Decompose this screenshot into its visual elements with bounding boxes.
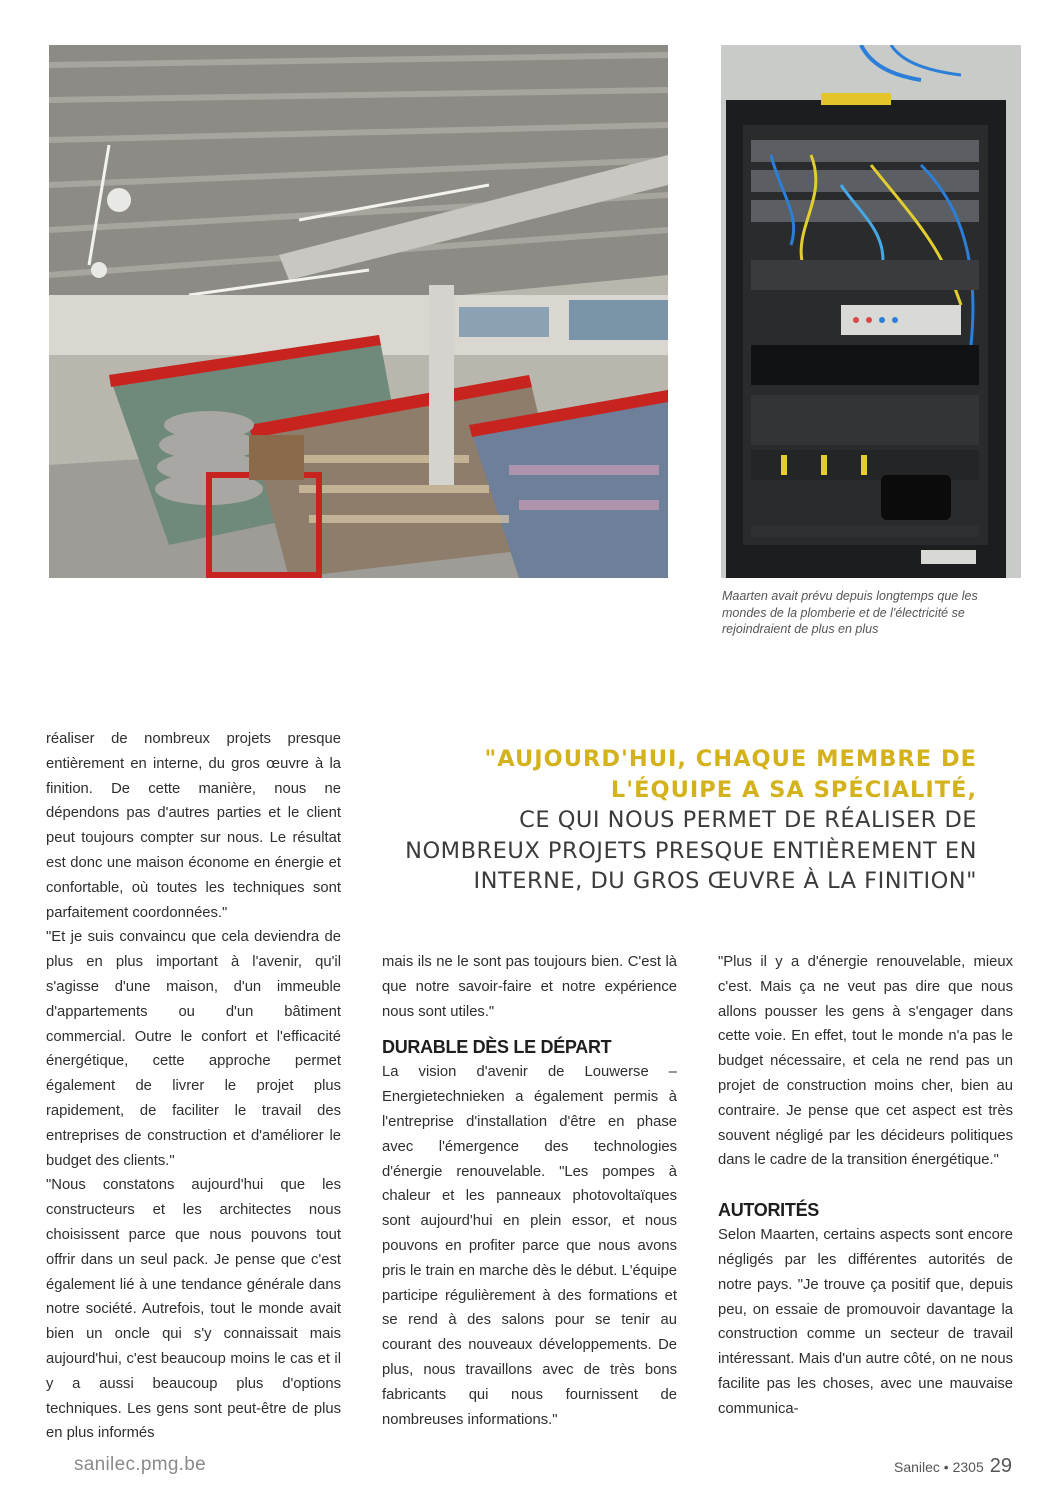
paragraph: "Et je suis convaincu que cela deviendra de plus en plus important à l'avenir, qu'il s'agisse d'une maison, d'un immeuble d'appartements ou d'un bâtiment commercial. Outre le confort et l'efficacité énergétique, cette approche permet également de livrer le projet plus rapidement, de faciliter le travail des entreprises de construction et d'améliorer le budget des clients." — [46, 929, 341, 1169]
footer-issue — [894, 1455, 1012, 1478]
pull-quote-text: CE QUI NOUS PERMET DE RÉALISER DE NOMBREUX PROJETS PRESQUE ENTIÈREMENT EN INTERNE, DU GROS ŒUVRE À LA FINITION" — [405, 807, 977, 894]
pull-quote-highlight: "AUJOURD'HUI, CHAQUE MEMBRE DE L'ÉQUIPE A SA SPÉCIALITÉ, — [484, 746, 977, 803]
paragraph: Selon Maarten, certains aspects sont encore négligés par les différentes autorités de notre pays. "Je trouve ça positif que, depuis peu, on essaie de promouvoir davantage la construction comme un secteur de travail intéressant. Mais d'un autre côté, on ne nous facilite pas les choses, avec une mauvaise communica- — [718, 1227, 1013, 1417]
page-number: 29 — [989, 1455, 1012, 1477]
footer-issue-label: Sanilec • 2305 — [894, 1459, 984, 1475]
pull-quote — [400, 744, 977, 897]
paragraph: réaliser de nombreux projets presque entièrement en interne, du gros œuvre à la finition. De cette manière, nous ne dépendons pas d'autres parties et le client peut toujours compter sur nous. Le résultat est donc une maison économe en énergie et confortable, où toutes les techniques sont parfaitement coordonnées." — [46, 731, 341, 921]
footer-url[interactable]: sanilec.pmg.be — [74, 1454, 206, 1475]
article-column-right — [718, 950, 1013, 1422]
paragraph: mais ils ne le sont pas toujours bien. C'est là que notre savoir-faire et notre expérience nous sont utiles." — [382, 954, 677, 1020]
paragraph: "Nous constatons aujourd'hui que les constructeurs et les architectes nous choisissent parce que nous pouvons tout offrir dans un seul pack. Je pense que c'est également lié à une tendance générale dans notre société. Autrefois, tout le monde avait bien un oncle qui s'y connaissait mais aujourd'hui, c'est beaucoup moins le cas et il y a aussi beaucoup plus d'options techniques. Les gens sont peut-être de plus en plus informés — [46, 1177, 341, 1442]
section-heading: AUTORITÉS — [718, 1200, 819, 1221]
paragraph: La vision d'avenir de Louwerse – Energietechnieken a également permis à l'entreprise d'installation d'être en phase avec l'émergence des technologies d'énergie renouvelable. "Les pompes à chaleur et les panneaux photovoltaïques sont aujourd'hui en plein essor, et nous pouvons en profiter parce que nous avons pris le train en marche dès le début. L'équipe participe régulièrement à des formations et se rend à des salons pour se tenir au courant des nouveaux développements. De plus, nous travaillons avec de très bons fabricants qui nous fournissent de nombreuses informations." — [382, 1064, 677, 1428]
network-rack-photo — [721, 45, 1021, 578]
article-column-middle — [382, 950, 677, 1432]
photo-caption: Maarten avait prévu depuis longtemps que les mondes de la plomberie et de l'électricité se rejoindraient de plus en plus — [722, 589, 978, 636]
section-heading: DURABLE DÈS LE DÉPART — [382, 1037, 612, 1058]
paragraph: "Plus il y a d'énergie renouvelable, mieux c'est. Mais ça ne veut pas dire que nous allons pousser les gens à s'engager dans cette voie. En effet, tout le monde n'a pas le budget nécessaire, et cela ne rend pas un projet de construction moins cher, bien au contraire. Je pense que cet aspect est très souvent négligé par les décideurs politiques dans le cadre de la transition énergétique." — [718, 954, 1013, 1169]
store-interior-photo — [49, 45, 668, 578]
article-column-left — [46, 727, 341, 1446]
